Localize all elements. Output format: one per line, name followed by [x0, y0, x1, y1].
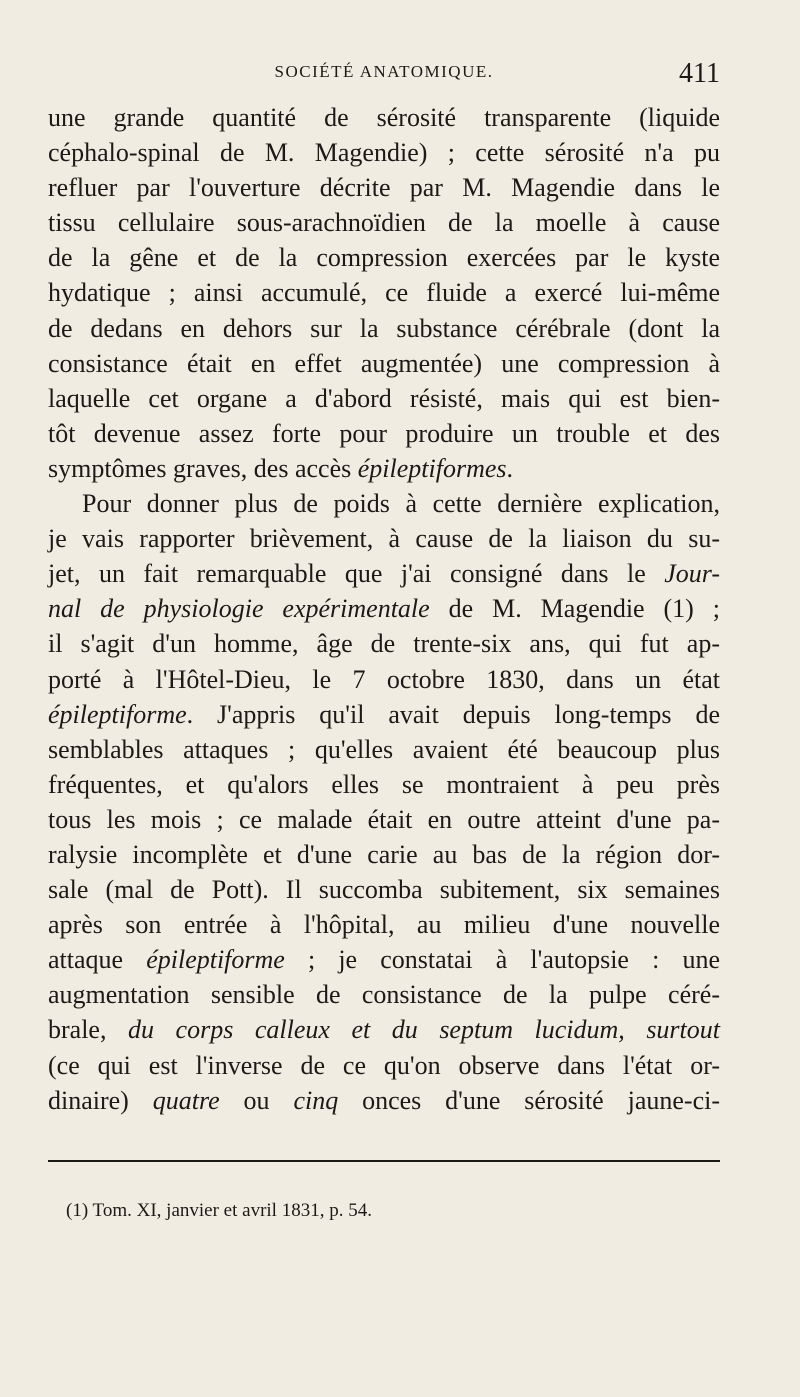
- text-segment: brale,: [48, 1015, 129, 1045]
- text-segment: augmentation sensible de consistance de la pulpe céré-: [48, 980, 720, 1010]
- running-head: SOCIÉTÉ ANATOMIQUE.: [274, 62, 494, 81]
- text-line: [48, 170, 720, 205]
- text-line: [48, 977, 720, 1012]
- text-segment: semblables attaques ; qu'elles avaient été beaucoup plus: [48, 734, 720, 764]
- text-line: [48, 240, 720, 275]
- text-segment: onces d'une sérosité jaune-ci-: [338, 1085, 720, 1115]
- text-segment: ralysie incomplète et d'une carie au bas de la région dor-: [48, 839, 720, 869]
- text-line: [48, 942, 720, 977]
- text-segment: tous les mois ; ce malade était en outre atteint d'une pa-: [48, 804, 720, 834]
- text-line: [48, 1048, 720, 1083]
- text-segment: tôt devenue assez forte pour produire un trouble et des: [48, 418, 720, 448]
- text-segment: de M. Magendie (1) ;: [429, 594, 720, 624]
- text-segment: ou: [219, 1085, 294, 1115]
- text-segment: Pour donner plus de poids à cette dernière explication,: [82, 489, 720, 519]
- text-line: [48, 451, 720, 486]
- italic-text: épileptiformes: [357, 453, 507, 483]
- text-segment: ; je constatai à l'autopsie : une: [284, 945, 720, 975]
- text-line: [48, 346, 720, 381]
- body-text: [48, 100, 720, 1118]
- text-line: [48, 837, 720, 872]
- text-line: [48, 275, 720, 310]
- text-line: [48, 381, 720, 416]
- italic-text: du corps calleux et du septum lucidum, surtout: [128, 1015, 721, 1045]
- text-segment: de dedans en dehors sur la substance cérébrale (dont la: [48, 313, 720, 343]
- text-line: [48, 591, 720, 626]
- italic-text: cinq: [293, 1085, 339, 1115]
- text-line: [48, 100, 720, 135]
- italic-text: Jour-: [664, 559, 720, 589]
- text-segment: sale (mal de Pott). Il succomba subitement, six semaines: [48, 875, 720, 905]
- text-segment: hydatique ; ainsi accumulé, ce fluide a exercé lui-même: [48, 278, 720, 308]
- text-line: [48, 872, 720, 907]
- text-segment: après son entrée à l'hôpital, au milieu d'une nouvelle: [48, 910, 720, 940]
- text-line: [48, 662, 720, 697]
- text-segment: .: [506, 453, 514, 483]
- text-line: [48, 521, 720, 556]
- text-segment: céphalo-spinal de M. Magendie) ; cette sérosité n'a pu: [48, 138, 720, 168]
- text-segment: symptômes graves, des accès: [48, 453, 358, 483]
- text-segment: dinaire): [48, 1085, 153, 1115]
- text-line: [48, 556, 720, 591]
- footnote-rule: [48, 1160, 720, 1162]
- text-line: [48, 311, 720, 346]
- text-line: [48, 1083, 720, 1118]
- italic-text: quatre: [152, 1085, 220, 1115]
- page-number: 411: [679, 58, 720, 89]
- text-segment: jet, un fait remarquable que j'ai consigné dans le: [48, 559, 665, 589]
- text-segment: fréquentes, et qu'alors elles se montraient à peu près: [48, 769, 720, 799]
- text-line: [48, 767, 720, 802]
- text-segment: attaque: [48, 945, 147, 975]
- page-header: [48, 58, 720, 94]
- italic-text: épileptiforme: [146, 945, 285, 975]
- text-segment: tissu cellulaire sous-arachnoïdien de la moelle à cause: [48, 208, 720, 238]
- text-line: [48, 697, 720, 732]
- text-line: [48, 802, 720, 837]
- text-segment: une grande quantité de sérosité transparente (liquide: [48, 103, 720, 132]
- text-line: [48, 907, 720, 942]
- text-line: [48, 486, 720, 521]
- text-segment: (ce qui est l'inverse de ce qu'on observe dans l'état or-: [48, 1050, 720, 1080]
- text-segment: consistance était en effet augmentée) une compression à: [48, 348, 720, 378]
- text-segment: il s'agit d'un homme, âge de trente-six ans, qui fut ap-: [48, 629, 720, 659]
- text-line: [48, 416, 720, 451]
- text-line: [48, 1012, 720, 1047]
- text-segment: de la gêne et de la compression exercées par le kyste: [48, 243, 720, 273]
- text-line: [48, 626, 720, 661]
- text-segment: . J'appris qu'il avait depuis long-temps de: [186, 699, 720, 729]
- footnote: (1) Tom. XI, janvier et avril 1831, p. 54.: [66, 1200, 372, 1221]
- text-line: [48, 732, 720, 767]
- text-segment: je vais rapporter brièvement, à cause de la liaison du su-: [48, 524, 720, 554]
- text-segment: porté à l'Hôtel-Dieu, le 7 octobre 1830, dans un état: [48, 664, 720, 694]
- text-segment: refluer par l'ouverture décrite par M. Magendie dans le: [48, 173, 720, 203]
- text-line: [48, 135, 720, 170]
- text-segment: laquelle cet organe a d'abord résisté, mais qui est bien-: [48, 383, 720, 413]
- text-line: [48, 205, 720, 240]
- italic-text: épileptiforme: [48, 699, 187, 729]
- italic-text: nal de physiologie expérimentale: [48, 594, 430, 624]
